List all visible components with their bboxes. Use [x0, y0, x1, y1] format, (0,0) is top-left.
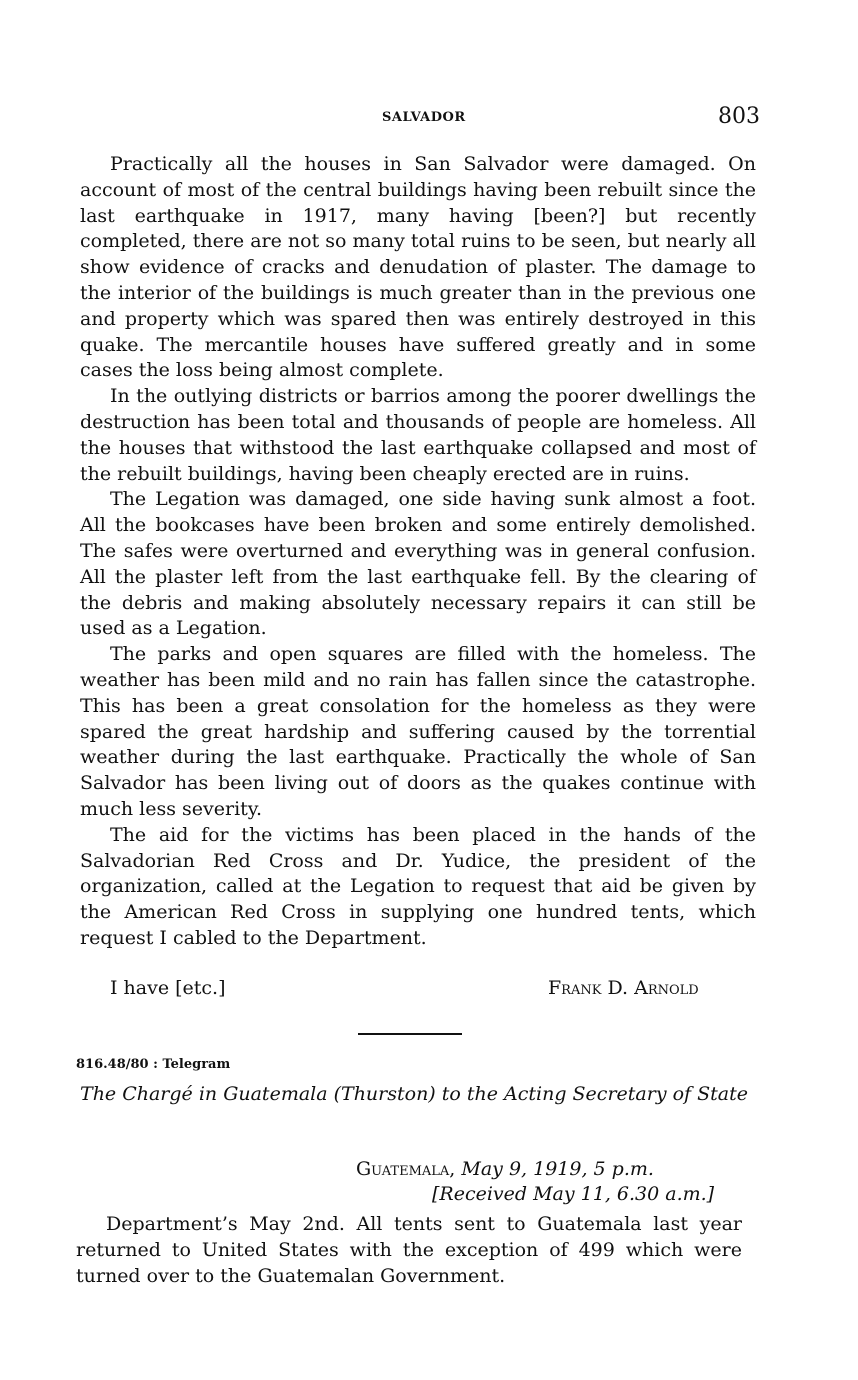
paragraph-3: The Legation was damaged, one side having sunk almost a foot. All the bookcases have been broken and some entirely demolished. The safes were overturned and everything was in general confusion. All the plaster left from the last earthquake fell. By the clearing of the debris and making absolutely necessary repairs it can still be used as a Legation. — [80, 488, 756, 640]
page-number: 803 — [718, 104, 760, 129]
dateline-place: Guatemala, — [356, 1158, 456, 1180]
paragraph-1: Practically all the houses in San Salvador were damaged. On account of most of the central buildings having been rebuilt since the last earthquake in 1917, many having [been?] but recently completed, there are not so many total ruins to be seen, but nearly all show evidence of cracks and denudation of plaster. The damage to the interior of the buildings is much greater than in the previous one and property which was spared then was entirely destroyed in this quake. The mercantile houses have suffered greatly and in some cases the loss being almost complete. — [80, 153, 756, 382]
section-divider — [358, 1033, 462, 1035]
letter-body — [80, 152, 756, 952]
running-header-title: SALVADOR — [382, 110, 466, 125]
paragraph-5: The aid for the victims has been placed in the hands of the Salvadorian Red Cross and Dr. Yudice, the president of the organization, called at the Legation to request that aid be given by the American Red Cross in supplying one hundred tents, which request I cabled to the Department. — [80, 823, 756, 949]
signature: Frank D. Arnold — [548, 977, 699, 999]
dateline — [356, 1156, 654, 1182]
paragraph-2: In the outlying districts or barrios among the poorer dwellings the destruction has been total and thousands of people are homeless. All the houses that withstood the last earthquake collapsed and most of the rebuilt buildings, having been cheaply erected are in ruins. — [80, 385, 756, 485]
paragraph-4: The parks and open squares are filled with the homeless. The weather has been mild and no rain has fallen since the catastrophe. This has been a great consolation for the homeless as they were spared the great hardship and suffering caused by the torrential weather during the last earthquake. Practically the whole of San Salvador has been living out of doors as the quakes continue with much less severity. — [80, 643, 756, 820]
received-note: [Received May 11, 6.30 a.m.] — [432, 1183, 715, 1205]
telegram-heading: The Chargé in Guatemala (Thurston) to the Acting Secretary of State — [80, 1083, 748, 1105]
dateline-date: May 9, 1919, 5 p.m. — [461, 1158, 654, 1180]
closing-row — [80, 977, 756, 1003]
file-reference: 816.48/80 : Telegram — [76, 1057, 231, 1072]
closing-formula: I have [etc.] — [110, 977, 226, 999]
telegram-body: Department’s May 2nd. All tents sent to Guatemala last year returned to United States with the exception of 499 which were turned over to the Guatemalan Government. — [76, 1213, 742, 1287]
